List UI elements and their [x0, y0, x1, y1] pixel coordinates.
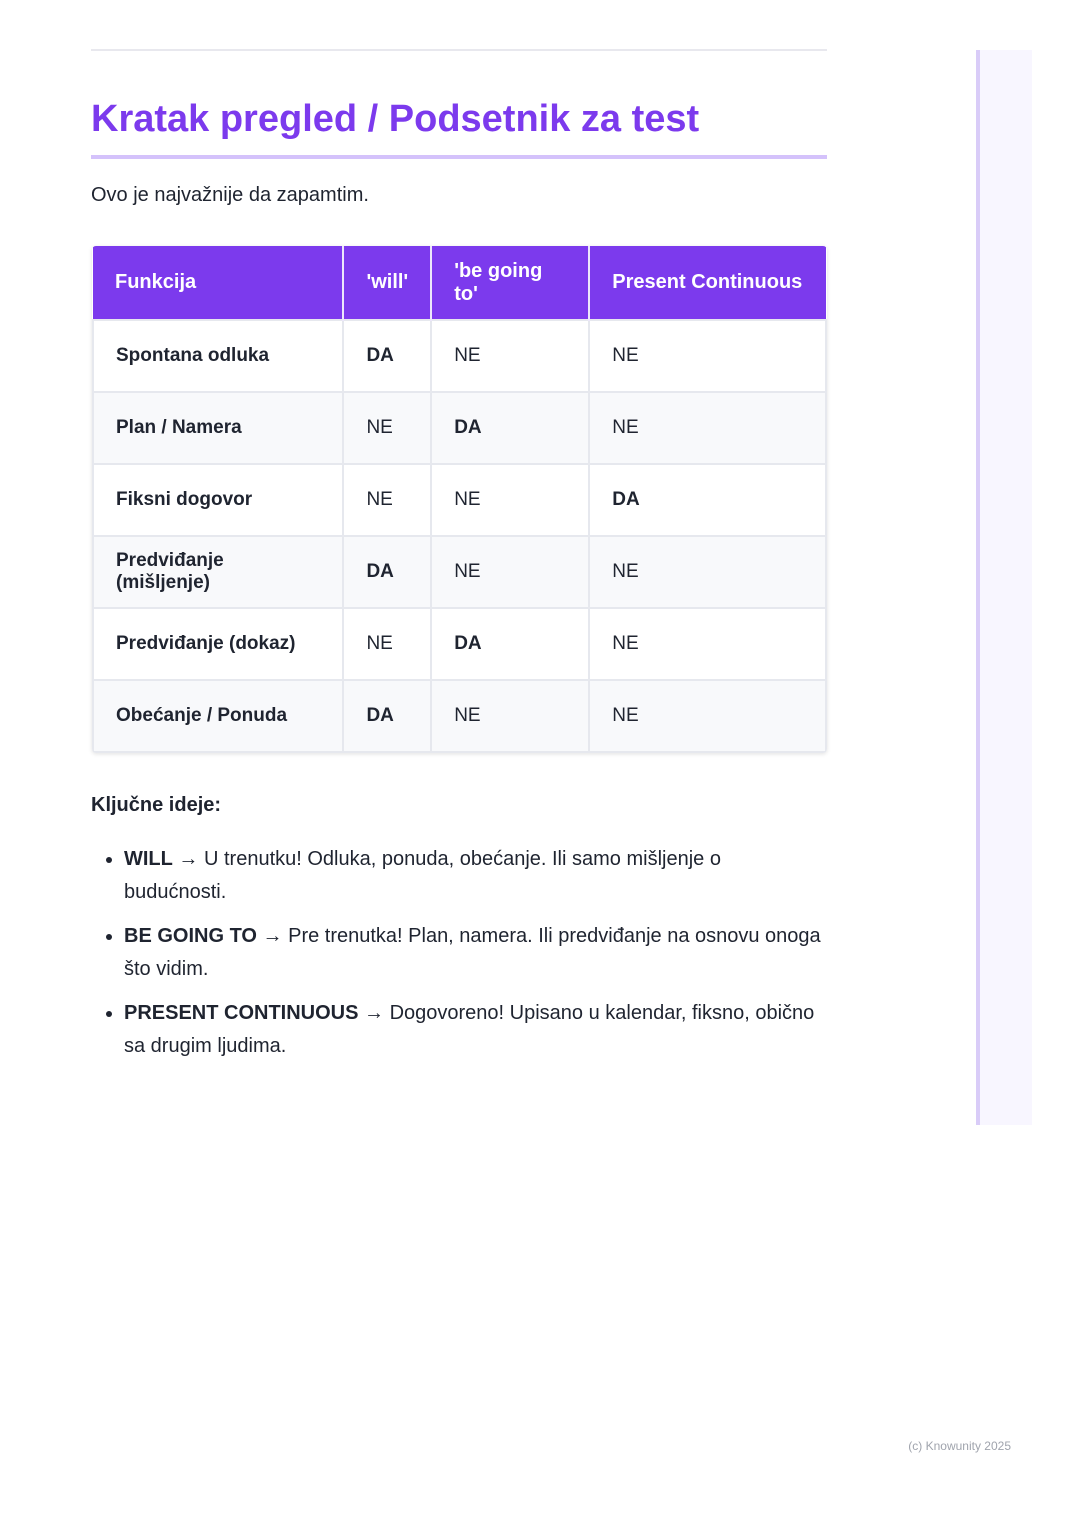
list-item	[124, 843, 821, 909]
header-present-continuous: Present Continuous	[589, 246, 826, 320]
table-cell: NE	[589, 536, 826, 608]
list-item	[124, 997, 821, 1063]
list-item-term: WILL	[124, 848, 173, 870]
key-ideas-heading: Ključne ideje:	[91, 794, 222, 816]
table-cell: DA	[431, 608, 589, 680]
top-divider	[91, 49, 827, 51]
table-row	[93, 536, 826, 608]
side-panel	[976, 50, 1032, 1125]
key-ideas-list	[91, 843, 821, 1074]
table-header-row	[93, 246, 826, 320]
list-item-text: → U trenutku! Odluka, ponuda, obećanje. Ili samo mišljenje o budućnosti.	[124, 848, 721, 903]
table-row	[93, 392, 826, 464]
row-label: Predviđanje (mišljenje)	[93, 536, 343, 608]
row-label: Predviđanje (dokaz)	[93, 608, 343, 680]
intro-text: Ovo je najvažnije da zapamtim.	[91, 184, 369, 206]
table-cell: DA	[589, 464, 826, 536]
table-row	[93, 464, 826, 536]
row-label: Plan / Namera	[93, 392, 343, 464]
table-cell: NE	[431, 536, 589, 608]
header-will: 'will'	[343, 246, 431, 320]
table-cell: DA	[343, 536, 431, 608]
title-underline	[91, 155, 827, 159]
list-item-term: PRESENT CONTINUOUS	[124, 1002, 359, 1024]
page-title: Kratak pregled / Podsetnik za test	[91, 98, 700, 140]
header-be-going-to: 'be going to'	[431, 246, 589, 320]
table-cell: NE	[431, 320, 589, 392]
row-label: Obećanje / Ponuda	[93, 680, 343, 752]
table-cell: NE	[431, 464, 589, 536]
header-funkcija: Funkcija	[93, 246, 343, 320]
footer-copyright: (c) Knowunity 2025	[908, 1439, 1011, 1453]
table-cell: NE	[589, 608, 826, 680]
table-cell: DA	[431, 392, 589, 464]
table-cell: NE	[589, 320, 826, 392]
table-cell: DA	[343, 320, 431, 392]
table-cell: NE	[343, 608, 431, 680]
summary-table	[92, 246, 827, 753]
list-item-text: → Pre trenutka! Plan, namera. Ili predviđanje na osnovu onoga što vidim.	[124, 925, 821, 980]
list-item	[124, 920, 821, 986]
table-cell: NE	[343, 392, 431, 464]
list-item-text: → Dogovoreno! Upisano u kalendar, fiksno, obično sa drugim ljudima.	[124, 1002, 815, 1057]
table-cell: NE	[431, 680, 589, 752]
table-cell: NE	[343, 464, 431, 536]
table-cell: NE	[589, 680, 826, 752]
row-label: Fiksni dogovor	[93, 464, 343, 536]
list-item-term: BE GOING TO	[124, 925, 257, 947]
row-label: Spontana odluka	[93, 320, 343, 392]
table-row	[93, 608, 826, 680]
table-cell: NE	[589, 392, 826, 464]
table-cell: DA	[343, 680, 431, 752]
table-row	[93, 680, 826, 752]
table-row	[93, 320, 826, 392]
